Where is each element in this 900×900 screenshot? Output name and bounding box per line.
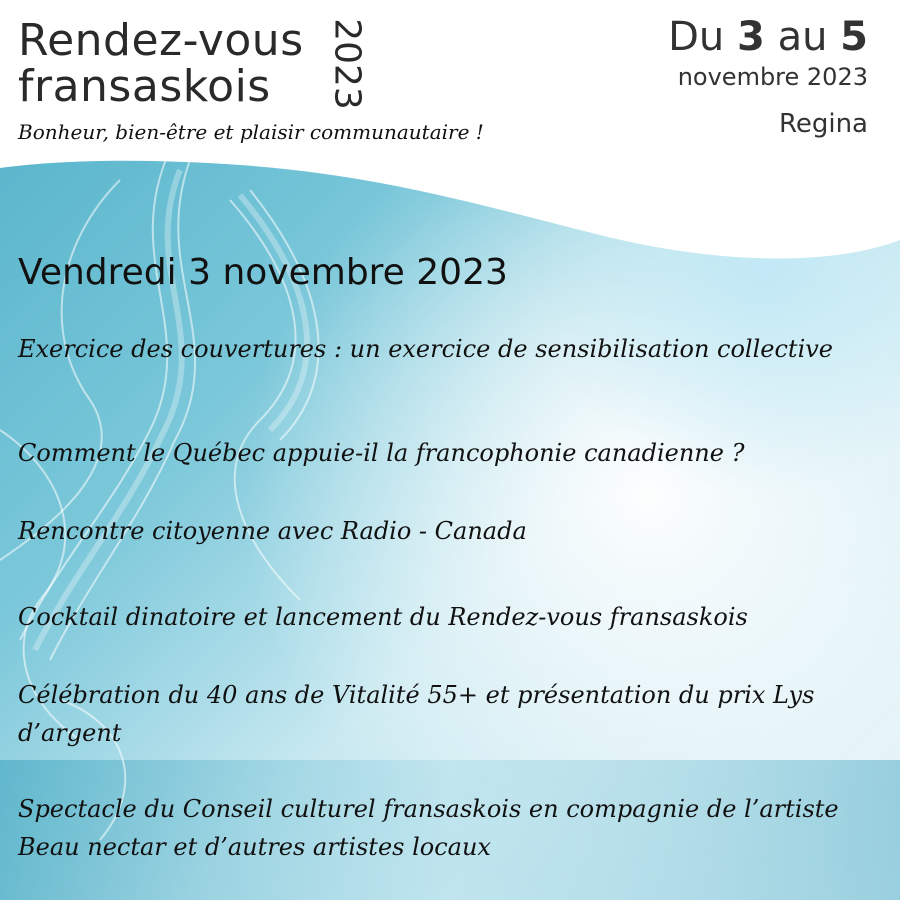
tagline: Bonheur, bien-être et plaisir communautaire !: [18, 120, 484, 144]
event-dates: [668, 14, 868, 140]
event-city: Regina: [778, 109, 868, 139]
title-line-1: Rendez-vous: [18, 15, 304, 66]
date-month-year: novembre 2023: [677, 63, 868, 91]
event-item: Rencontre citoyenne avec Radio - Canada: [18, 517, 527, 545]
date-prefix: Du: [668, 14, 725, 60]
event-item: Comment le Québec appuie-il la francophonie canadienne ?: [18, 439, 745, 467]
event-item: Cocktail dinatoire et lancement du Rendez-vous fransaskois: [18, 603, 748, 631]
event-title: [18, 15, 304, 112]
event-item: Exercice des couvertures : un exercice de sensibilisation collective: [18, 335, 834, 363]
date-start: 3: [737, 14, 765, 60]
title-line-2: fransaskois: [18, 61, 271, 112]
date-middle: au: [777, 14, 828, 60]
date-end: 5: [840, 14, 868, 60]
event-item: Spectacle du Conseil culturel fransaskois en compagnie de l’artiste Beau nectar et d’autres artistes locaux: [18, 795, 839, 861]
day-heading: Vendredi 3 novembre 2023: [18, 252, 508, 293]
year-label: 2023: [326, 18, 368, 110]
date-range: [668, 14, 868, 60]
year-vertical: [326, 18, 368, 110]
event-item: Célébration du 40 ans de Vitalité 55+ et présentation du prix Lys d’argent: [18, 681, 815, 747]
